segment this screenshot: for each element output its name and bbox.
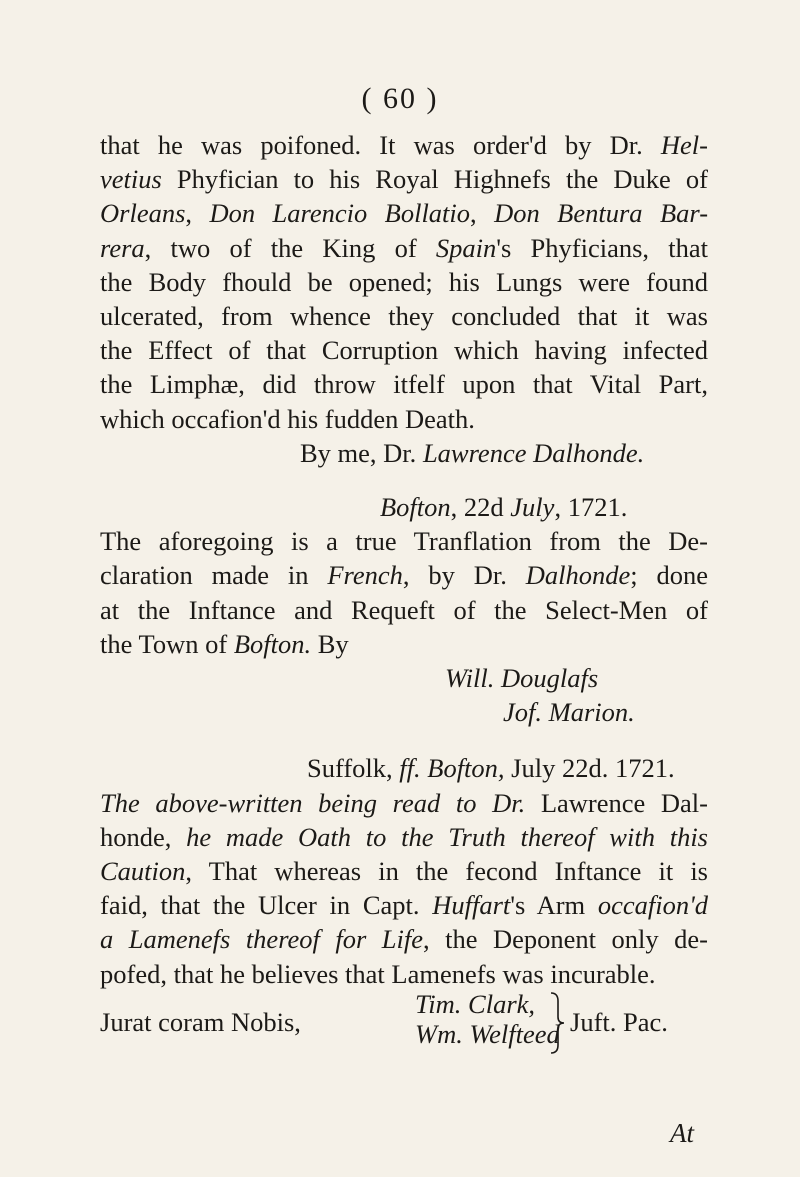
text-line: the Limphæ, did throw itfelf upon that Vital Part, bbox=[100, 369, 708, 400]
text-line: vetius Phyfician to his Royal Highnefs the Duke of bbox=[100, 164, 708, 195]
text-line: at the Inftance and Requeft of the Select-Men of bbox=[100, 594, 708, 625]
catchword: At bbox=[670, 1118, 694, 1148]
body-text bbox=[100, 128, 708, 1055]
text-line: rera, two of the King of Spain's Phyficians, that bbox=[100, 232, 708, 263]
text-line: pofed, that he believes that Lamenefs was incurable. bbox=[100, 958, 656, 989]
text-line: the Effect of that Corruption which having infected bbox=[100, 335, 708, 366]
text-line: faid, that the Ulcer in Capt. Huffart's Arm occafion'd bbox=[100, 890, 708, 921]
text-line: which occafion'd his fudden Death. bbox=[100, 403, 475, 434]
text-line: Orleans, Don Larencio Bollatio, Don Bentura Bar- bbox=[100, 198, 709, 229]
jurat-title: Juft. Pac. bbox=[570, 1006, 668, 1037]
justice-names bbox=[415, 989, 560, 1049]
jurat-block bbox=[100, 988, 708, 1055]
page-number: ( 60 ) bbox=[361, 82, 439, 115]
justice-name: Tim. Clark, bbox=[415, 988, 536, 1019]
justice-name: Wm. Welfteed bbox=[415, 1018, 560, 1049]
text-line: that he was poifoned. It was order'd by Dr. Hel- bbox=[100, 130, 708, 160]
text-line: the Town of Bofton. By bbox=[100, 628, 349, 659]
signature-line: Jof. Marion. bbox=[503, 697, 635, 728]
place-date-line: Bofton, 22d July, 1721. bbox=[380, 492, 628, 523]
place-date-line: Suffolk, ff. Bofton, July 22d. 1721. bbox=[307, 753, 675, 784]
text-line: Caution, That whereas in the fecond Inftance it is bbox=[100, 856, 708, 887]
jurat-text: Jurat coram Nobis, bbox=[100, 1006, 301, 1037]
text-line: The above-written being read to Dr. Lawrence Dal- bbox=[100, 787, 708, 818]
signature-line: Will. Douglafs bbox=[445, 663, 599, 694]
text-line: the Body fhould be opened; his Lungs were found bbox=[100, 266, 708, 297]
text-line: The aforegoing is a true Tranflation from the De- bbox=[100, 526, 708, 557]
brace-icon bbox=[548, 991, 566, 1055]
text-line: honde, he made Oath to the Truth thereof with this bbox=[100, 821, 708, 852]
text-line: a Lamenefs thereof for Life, the Deponent only de- bbox=[100, 924, 708, 955]
text-line: claration made in French, by Dr. Dalhonde; done bbox=[100, 560, 709, 591]
text-line: ulcerated, from whence they concluded that it was bbox=[100, 301, 708, 332]
signature-line: By me, Dr. Lawrence Dalhonde. bbox=[300, 437, 645, 468]
